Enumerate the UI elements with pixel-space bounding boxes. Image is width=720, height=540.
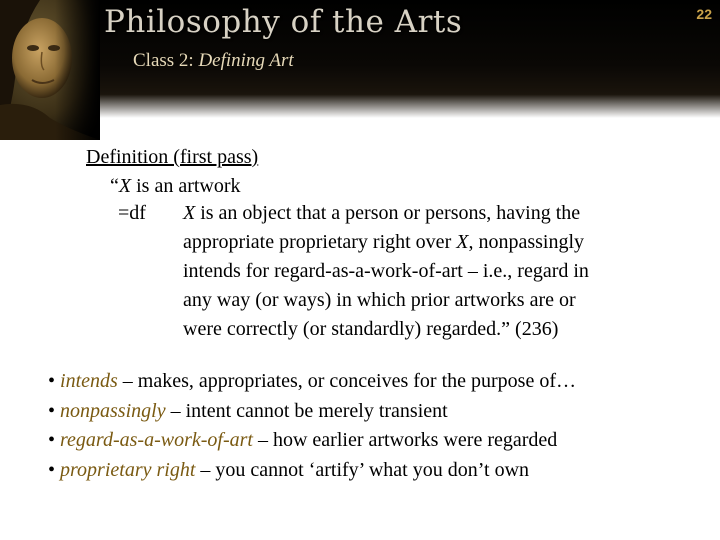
line-var: X bbox=[456, 231, 469, 253]
df-label: =df bbox=[118, 202, 146, 224]
bullet-marker: • bbox=[48, 429, 56, 451]
definition-heading: Definition (first pass) bbox=[86, 146, 259, 168]
line-pre: appropriate proprietary right over bbox=[183, 231, 457, 253]
page-subtitle bbox=[133, 50, 294, 72]
definition-line bbox=[183, 228, 703, 257]
bullet-text: – intent cannot be merely transient bbox=[165, 399, 448, 422]
definition-body bbox=[183, 199, 703, 344]
app-title: Philosophy of the Arts bbox=[104, 4, 463, 40]
bullet-term: nonpassingly bbox=[60, 399, 166, 422]
line-pre: were correctly (or standardly) regarded.” (236) bbox=[183, 318, 559, 340]
bullet-text: – makes, appropriates, or conceives for the purpose of… bbox=[117, 370, 576, 392]
definiendum-text: is an artwork bbox=[131, 175, 241, 197]
definition-line bbox=[183, 199, 703, 228]
bullet-item bbox=[48, 456, 576, 486]
line-post: is an object that a person or persons, having the bbox=[195, 202, 581, 224]
bullet-marker: • bbox=[48, 370, 56, 392]
line-var: X bbox=[183, 202, 196, 224]
bullet-item bbox=[48, 426, 576, 456]
definition-line bbox=[183, 257, 703, 286]
bullet-term: regard-as-a-work-of-art bbox=[60, 429, 253, 451]
bullet-item bbox=[48, 397, 576, 427]
definiendum-line bbox=[110, 175, 241, 198]
line-post: , nonpassingly bbox=[468, 231, 585, 253]
bullet-term: proprietary right bbox=[60, 458, 196, 481]
page-number: 22 bbox=[696, 6, 712, 22]
definition-line bbox=[183, 315, 703, 344]
line-pre: any way (or ways) in which prior artworks are or bbox=[183, 289, 576, 311]
bullet-text: – you cannot ‘artify’ what you don’t own bbox=[195, 458, 530, 481]
subtitle-italic: Defining Art bbox=[198, 50, 294, 71]
bullet-text: – how earlier artworks were regarded bbox=[252, 429, 558, 451]
bullet-marker: • bbox=[48, 399, 56, 422]
variable-x: X bbox=[118, 175, 132, 197]
bullet-item bbox=[48, 367, 576, 397]
open-quote: “ bbox=[110, 175, 119, 197]
line-pre: intends for regard-as-a-work-of-art – i.e., regard in bbox=[183, 260, 589, 282]
bullet-term: intends bbox=[60, 370, 118, 392]
bullet-marker: • bbox=[48, 458, 56, 481]
definition-line bbox=[183, 286, 703, 315]
subtitle-prefix: Class 2: bbox=[133, 50, 199, 71]
bullet-list bbox=[48, 367, 576, 485]
mona-lisa-portrait-image bbox=[0, 0, 100, 140]
